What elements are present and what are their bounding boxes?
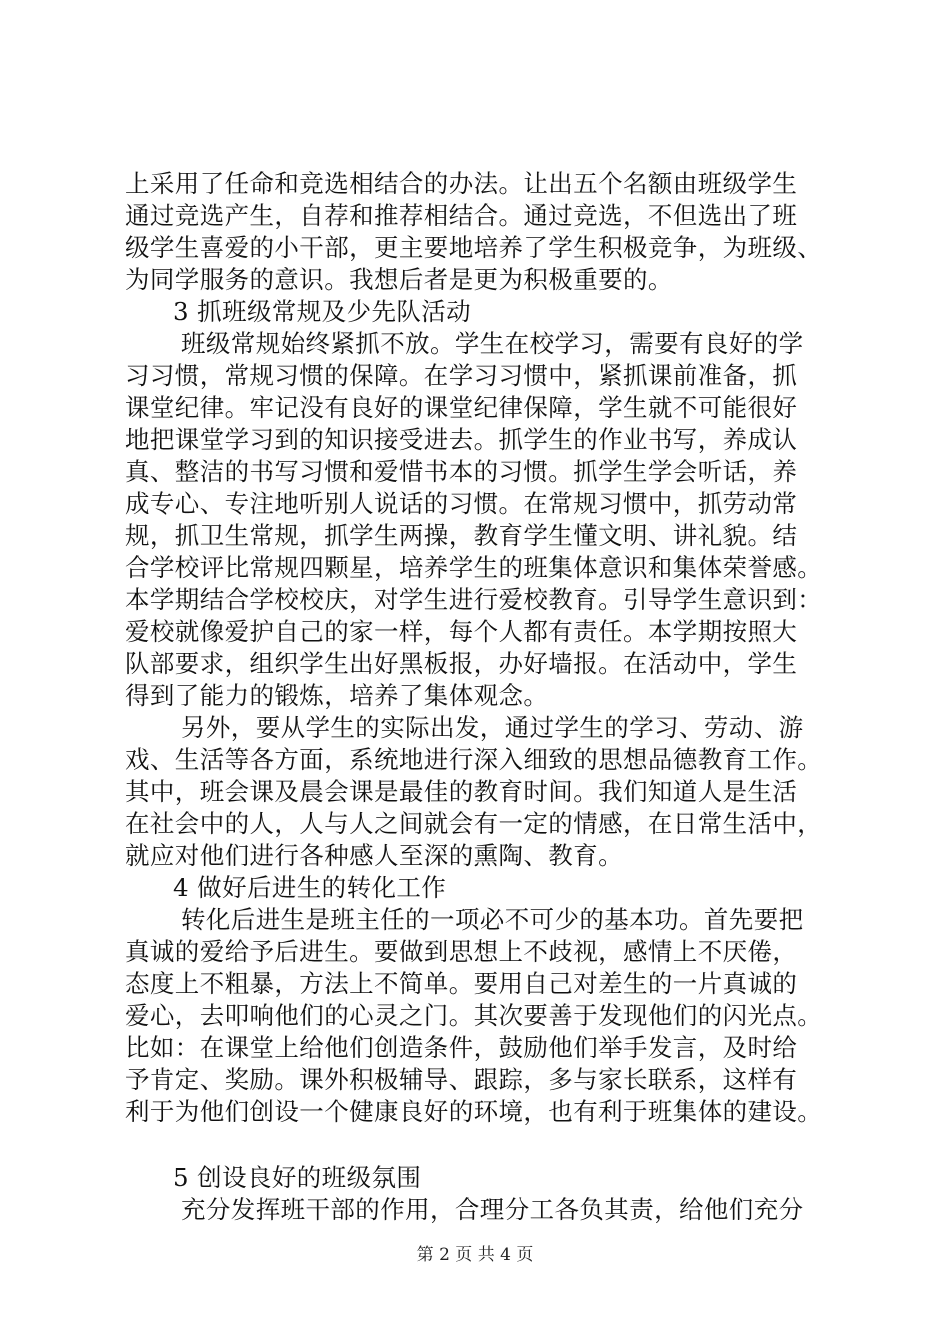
text-line: 爱校就像爱护自己的家一样，每个人都有责任。本学期按照大 bbox=[125, 617, 798, 646]
text-line: 予肯定、奖励。课外积极辅导、跟踪，多与家长联系，这样有 bbox=[125, 1065, 798, 1094]
text-line: 真诚的爱给予后进生。要做到思想上不歧视，感情上不厌倦， bbox=[125, 937, 798, 966]
text-line: 队部要求，组织学生出好黑板报，办好墙报。在活动中，学生 bbox=[125, 649, 798, 678]
text-line: 另外，要从学生的实际出发，通过学生的学习、劳动、游 bbox=[181, 713, 804, 742]
text-line: 为同学服务的意识。我想后者是更为积极重要的。 bbox=[125, 265, 673, 294]
text-line: 得到了能力的锻炼，培养了集体观念。 bbox=[125, 681, 549, 710]
text-line: 习习惯，常规习惯的保障。在学习习惯中，紧抓课前准备，抓 bbox=[125, 361, 798, 390]
text-line: 在社会中的人，人与人之间就会有一定的情感，在日常生活中， bbox=[125, 809, 823, 838]
text-line: 利于为他们创设一个健康良好的环境，也有利于班集体的建设。 bbox=[125, 1097, 823, 1126]
text-line: 转化后进生是班主任的一项必不可少的基本功。首先要把 bbox=[181, 905, 804, 934]
text-line: 规，抓卫生常规，抓学生两操，教育学生懂文明、讲礼貌。结 bbox=[125, 521, 798, 550]
text-line: 爱心，去叩响他们的心灵之门。其次要善于发现他们的闪光点。 bbox=[125, 1001, 823, 1030]
text-line: 合学校评比常规四颗星，培养学生的班集体意识和集体荣誉感。 bbox=[125, 553, 823, 582]
section-heading-3: 3 抓班级常规及少先队活动 bbox=[173, 297, 472, 326]
text-line: 充分发挥班干部的作用，合理分工各负其责，给他们充分 bbox=[181, 1195, 804, 1224]
section-heading-4: 4 做好后进生的转化工作 bbox=[173, 873, 447, 902]
section-heading-5: 5 创设良好的班级氛围 bbox=[173, 1163, 422, 1192]
text-line: 班级常规始终紧抓不放。学生在校学习，需要有良好的学 bbox=[181, 329, 804, 358]
document-body bbox=[125, 168, 865, 1226]
text-line: 比如：在课堂上给他们创造条件，鼓励他们举手发言，及时给 bbox=[125, 1033, 798, 1062]
page-footer: 第 2 页 共 4 页 bbox=[416, 1245, 534, 1265]
text-line: 其中，班会课及晨会课是最佳的教育时间。我们知道人是生活 bbox=[125, 777, 798, 806]
text-line: 上采用了任命和竞选相结合的办法。让出五个名额由班级学生 bbox=[125, 169, 798, 198]
text-line: 地把课堂学习到的知识接受进去。抓学生的作业书写，养成认 bbox=[125, 425, 798, 454]
text-line: 级学生喜爱的小干部，更主要地培养了学生积极竞争，为班级、 bbox=[125, 233, 823, 262]
text-line: 真、整洁的书写习惯和爱惜书本的习惯。抓学生学会听话，养 bbox=[125, 457, 798, 486]
text-line: 态度上不粗暴，方法上不简单。要用自己对差生的一片真诚的 bbox=[125, 969, 798, 998]
text-line: 课堂纪律。牢记没有良好的课堂纪律保障，学生就不可能很好 bbox=[125, 393, 798, 422]
text-line: 就应对他们进行各种感人至深的熏陶、教育。 bbox=[125, 841, 623, 870]
text-line: 戏、生活等各方面，系统地进行深入细致的思想品德教育工作。 bbox=[125, 745, 823, 774]
text-line: 本学期结合学校校庆，对学生进行爱校教育。引导学生意识到： bbox=[125, 585, 823, 614]
text-line: 通过竞选产生，自荐和推荐相结合。通过竞选，不但选出了班 bbox=[125, 201, 798, 230]
text-line: 成专心、专注地听别人说话的习惯。在常规习惯中，抓劳动常 bbox=[125, 489, 798, 518]
paragraph-gap bbox=[125, 1128, 865, 1162]
